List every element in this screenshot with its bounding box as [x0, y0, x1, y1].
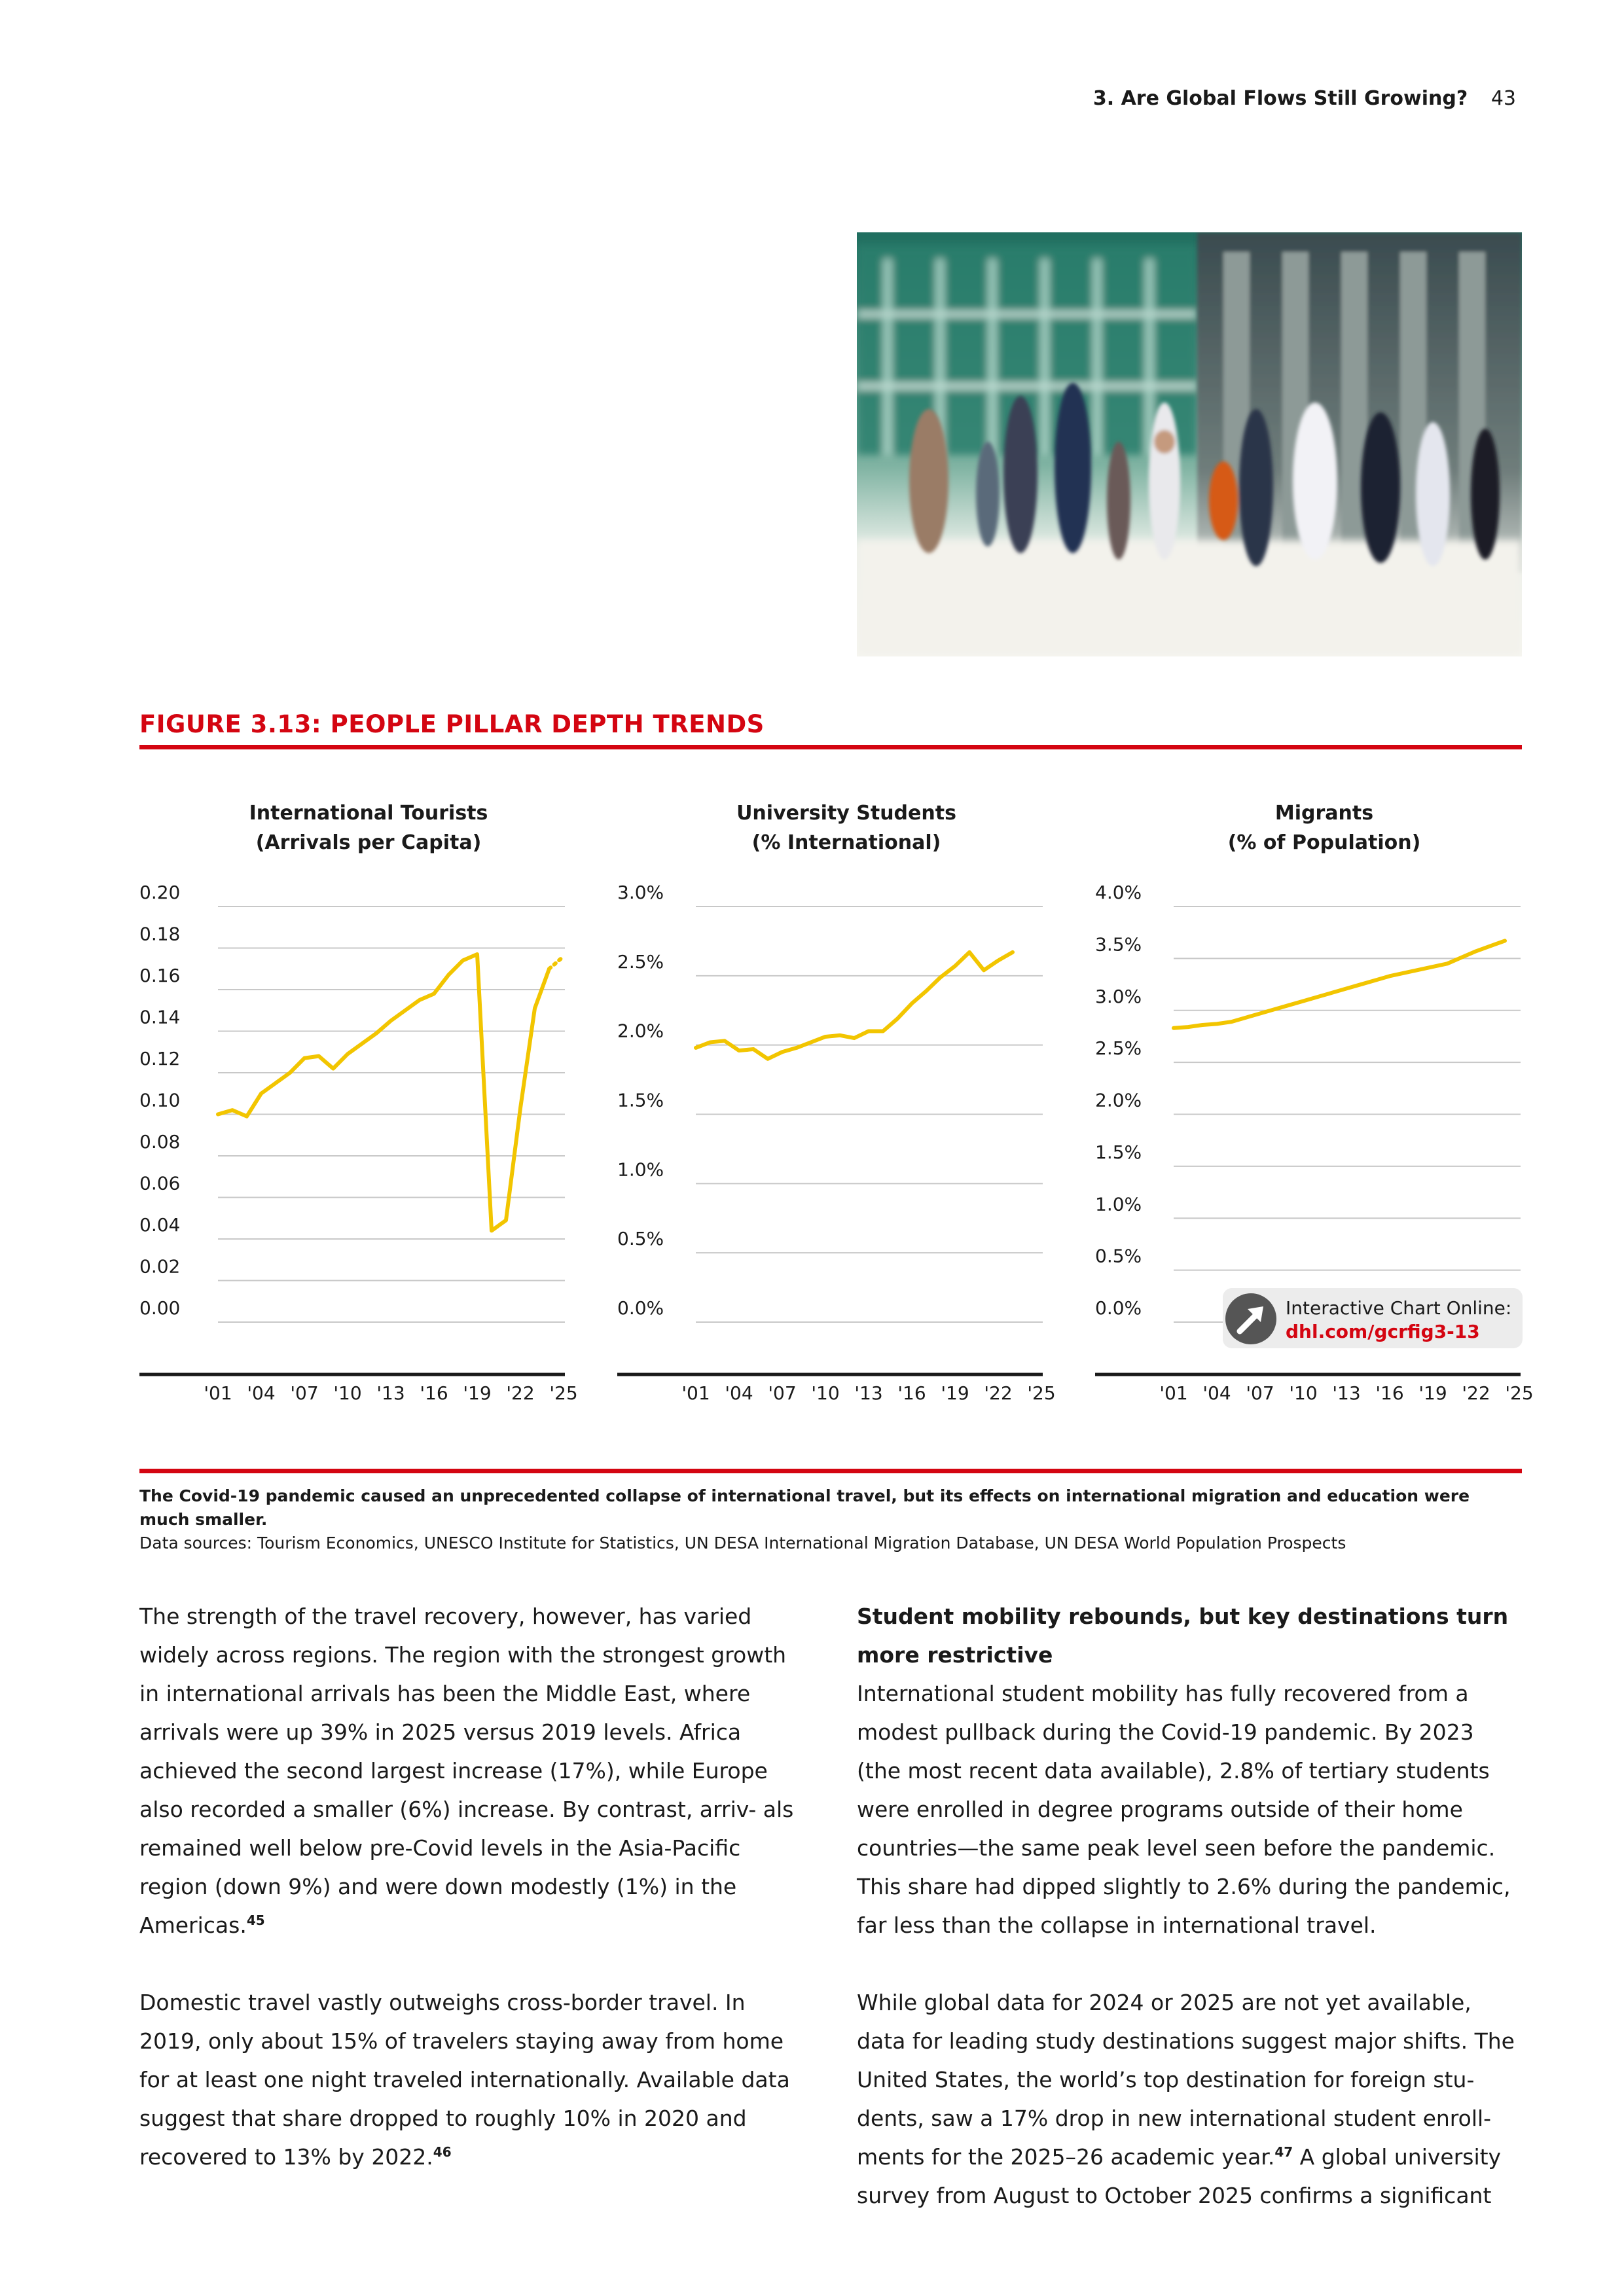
data-point [1316, 996, 1319, 998]
section-title: 3. Are Global Flows Still Growing? [1092, 87, 1468, 110]
data-point [723, 1039, 726, 1042]
paragraph-text: International student mobility has fully recovered from a modest pullback during the Covid-19 pandemic. By 2023 (the most recent data available), 2.8% of tertiary students were enrolled in degree programs outside of their home countries—the same peak level seen before the pandemic. This share had dipped slightly to 2.6% during the pandemic, far less than the collapse in international travel. [857, 1681, 1511, 1938]
data-point [1244, 1016, 1247, 1019]
data-point [476, 953, 478, 956]
data-point [1216, 1022, 1218, 1025]
figure-top-rule [139, 745, 1522, 749]
endnote-marker[interactable]: 47 [1274, 2144, 1293, 2160]
y-tick-label: 2.5% [1095, 1037, 1142, 1060]
data-point [433, 992, 435, 995]
y-tick-label: 0.04 [139, 1214, 181, 1236]
data-point [1331, 992, 1333, 994]
data-point [867, 1030, 870, 1033]
x-tick-label: '13 [376, 1382, 405, 1404]
chart-title-unit: (Arrivals per Capita) [255, 831, 482, 854]
y-tick-label: 3.0% [1095, 985, 1142, 1007]
x-tick-label: '04 [725, 1382, 753, 1404]
chart-international-tourists [139, 798, 598, 1427]
data-point [245, 1115, 248, 1118]
y-tick-label: 0.10 [139, 1089, 181, 1111]
data-point [505, 1219, 507, 1221]
data-point [939, 976, 942, 978]
y-tick-label: 0.00 [139, 1297, 181, 1319]
data-point [695, 1047, 697, 1049]
data-point [1273, 1008, 1276, 1011]
data-point [231, 1109, 234, 1111]
interactive-chart-url[interactable]: dhl.com/gcrfig3-13 [1286, 1321, 1480, 1342]
data-point [983, 969, 985, 971]
endnote-marker[interactable]: 46 [433, 2144, 452, 2160]
y-tick-label: 0.20 [139, 882, 181, 903]
data-point [968, 951, 971, 954]
data-point [1489, 944, 1492, 947]
data-point [781, 1050, 784, 1053]
y-tick-label: 0.18 [139, 923, 181, 945]
y-tick-label: 2.5% [617, 950, 664, 973]
paragraph-text: While global data for 2024 or 2025 are not yet available, data for leading study destinations suggest major shifts. The United States, the world’s top destination for foreign stu- dents, saw a 17% drop in new international student enroll- ments for the 2025–26 academic year. [857, 1990, 1515, 2170]
figure-title: FIGURE 3.13: PEOPLE PILLAR DEPTH TRENDS [139, 710, 765, 738]
paragraph [857, 1983, 1522, 2215]
data-point [1388, 975, 1391, 977]
data-point [461, 960, 464, 962]
data-point [839, 1034, 841, 1037]
data-point [274, 1082, 277, 1085]
data-point [217, 1113, 219, 1116]
y-tick-label: 0.06 [139, 1172, 181, 1194]
chart-title-unit: (% of Population) [1227, 831, 1421, 854]
endnote-marker[interactable]: 45 [246, 1912, 265, 1928]
data-point [346, 1052, 349, 1055]
interactive-chart-label: Interactive Chart Online: [1286, 1297, 1512, 1319]
y-tick-label: 2.0% [617, 1020, 664, 1042]
y-tick-label: 3.0% [617, 882, 664, 903]
data-point [519, 1107, 522, 1109]
y-tick-label: 4.0% [1095, 882, 1142, 903]
x-tick-label: '01 [681, 1382, 710, 1404]
x-tick-label: '13 [854, 1382, 883, 1404]
data-point [303, 1057, 306, 1060]
x-tick-label: '19 [1418, 1382, 1447, 1404]
chart-title-main: University Students [736, 802, 956, 825]
y-tick-label: 0.0% [1095, 1297, 1142, 1319]
x-tick-label: '07 [768, 1382, 797, 1404]
data-point [795, 1047, 798, 1049]
commuters-photo [857, 232, 1522, 656]
x-tick-label: '19 [941, 1382, 969, 1404]
data-point [1374, 979, 1377, 982]
projection-line [549, 956, 564, 969]
data-point [317, 1055, 320, 1058]
data-point [1230, 1020, 1233, 1023]
x-tick-label: '25 [1027, 1382, 1056, 1404]
y-tick-label: 3.5% [1095, 933, 1142, 956]
y-tick-label: 1.0% [1095, 1193, 1142, 1215]
x-tick-label: '01 [1159, 1382, 1188, 1404]
data-point [752, 1048, 755, 1050]
data-point [1259, 1013, 1261, 1015]
data-point [767, 1058, 769, 1060]
data-point [1360, 983, 1362, 986]
y-tick-label: 0.12 [139, 1048, 181, 1069]
y-tick-label: 0.5% [1095, 1245, 1142, 1267]
caption-sources: Data sources: Tourism Economics, UNESCO Institute for Statistics, UN DESA International Migration Database, UN DESA World Population Prospects [139, 1534, 1346, 1552]
data-point [1446, 962, 1449, 965]
y-tick-label: 0.08 [139, 1131, 181, 1153]
data-point [404, 1009, 406, 1012]
data-point [1187, 1026, 1189, 1028]
data-point [1345, 987, 1348, 990]
data-point [1201, 1024, 1204, 1026]
data-point [418, 999, 421, 1001]
data-point [1504, 939, 1506, 942]
data-point [1460, 956, 1463, 959]
data-point [853, 1037, 856, 1039]
data-point [447, 974, 450, 977]
data-point [490, 1229, 493, 1232]
data-point [1172, 1027, 1175, 1030]
data-point [810, 1041, 812, 1043]
x-tick-label: '04 [1202, 1382, 1231, 1404]
data-point [389, 1020, 392, 1022]
x-tick-label: '25 [549, 1382, 578, 1404]
y-tick-label: 1.0% [617, 1158, 664, 1181]
figure-bottom-rule [139, 1469, 1522, 1473]
paragraph [139, 1597, 801, 1945]
body-left-column [139, 1597, 801, 2176]
figure-caption [139, 1484, 1522, 1555]
chart-svg [617, 798, 1075, 1427]
chart-svg [139, 798, 598, 1427]
y-tick-label: 1.5% [1095, 1141, 1142, 1163]
y-tick-label: 0.16 [139, 965, 181, 986]
chart-title-main: International Tourists [249, 802, 488, 825]
y-tick-label: 0.14 [139, 1006, 181, 1028]
x-tick-label: '10 [1289, 1382, 1318, 1404]
x-tick-label: '25 [1505, 1382, 1534, 1404]
series-line [218, 954, 549, 1230]
x-tick-label: '13 [1332, 1382, 1361, 1404]
data-point [1403, 972, 1405, 975]
x-tick-label: '16 [1375, 1382, 1404, 1404]
paragraph [857, 1674, 1522, 1945]
y-tick-label: 0.0% [617, 1297, 664, 1319]
y-tick-label: 2.0% [1095, 1089, 1142, 1111]
x-tick-label: '07 [290, 1382, 319, 1404]
chart-university-students [617, 798, 1075, 1427]
body-right-column [857, 1597, 1522, 2215]
data-point [260, 1092, 262, 1095]
paragraph-text: The strength of the travel recovery, however, has varied widely across regions. The region with the strongest growth in international arrivals has been the Middle East, where arrivals were up 39% in 2025 versus 2019 levels. Africa achieved the second largest increase (17%), while Europe also recorded a smaller (6%) increase. By contrast, arriv- als remained well below pre-Covid levels in the Asia-Pacific region (down 9%) and were down modestly (1%) in the Americas. [139, 1604, 794, 1938]
data-point [896, 1017, 899, 1020]
data-point [1475, 950, 1477, 952]
paragraph-text: A global university survey from August to October 2025 confirms a significant [857, 2144, 1502, 2208]
caption-text: The Covid-19 pandemic caused an unprecedented collapse of international travel, but its effects on international migration and education were much smaller. [139, 1486, 1470, 1529]
x-tick-label: '22 [984, 1382, 1013, 1404]
page-number: 43 [1490, 87, 1516, 110]
series-line [696, 952, 1013, 1059]
paragraph [139, 1983, 801, 2176]
x-tick-label: '22 [1462, 1382, 1490, 1404]
series-line [1174, 941, 1505, 1028]
data-point [289, 1071, 291, 1074]
data-point [1302, 999, 1305, 1002]
data-point [824, 1035, 827, 1038]
x-tick-label: '16 [420, 1382, 448, 1404]
data-point [533, 1007, 536, 1010]
x-tick-label: '07 [1246, 1382, 1274, 1404]
data-point [738, 1049, 740, 1052]
data-point [1432, 965, 1434, 968]
data-point [332, 1067, 334, 1070]
chart-title-unit: (% International) [751, 831, 941, 854]
data-point [925, 990, 928, 992]
running-head [1093, 87, 1516, 110]
data-point [997, 960, 1000, 962]
chart-title-main: Migrants [1274, 802, 1374, 825]
photo-illustration [857, 232, 1522, 656]
data-point [1417, 969, 1420, 971]
x-tick-label: '16 [897, 1382, 926, 1404]
data-point [375, 1032, 378, 1035]
y-tick-label: 1.5% [617, 1089, 664, 1111]
section-subhead: Student mobility rebounds, but key destinations turn more restrictive [857, 1604, 1509, 1668]
x-tick-label: '22 [506, 1382, 535, 1404]
y-tick-label: 0.5% [617, 1228, 664, 1250]
x-tick-label: '04 [247, 1382, 276, 1404]
arrow-icon [1225, 1293, 1276, 1344]
data-point [361, 1043, 363, 1045]
data-point [954, 965, 956, 967]
y-tick-label: 0.02 [139, 1255, 181, 1278]
x-tick-label: '19 [463, 1382, 492, 1404]
interactive-chart-link[interactable] [1223, 1288, 1523, 1348]
x-tick-label: '01 [204, 1382, 232, 1404]
data-point [882, 1030, 884, 1033]
paragraph-text: Domestic travel vastly outweighs cross-border travel. In 2019, only about 15% of travelers staying away from home for at least one night traveled internationally. Available data suggest that share dropped to roughly 10% in 2020 and recovered to 13% by 2022. [139, 1990, 790, 2170]
data-point [911, 1002, 913, 1005]
data-point [709, 1041, 712, 1043]
x-tick-label: '10 [811, 1382, 840, 1404]
data-point [1011, 951, 1014, 954]
x-tick-label: '10 [333, 1382, 362, 1404]
data-point [1288, 1004, 1290, 1007]
